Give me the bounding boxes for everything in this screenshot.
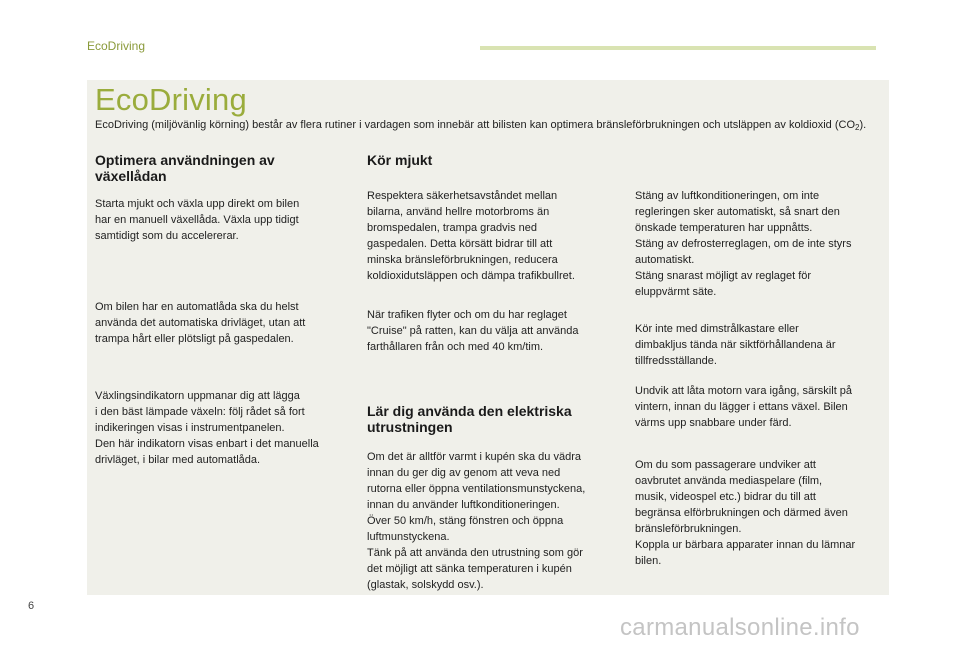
page-number: 6: [28, 600, 35, 612]
paragraph-media-players: Om du som passagerare undviker att oavbrutet använda mediaspelare (film, musik, videospel etc.) bidrar du till att begränsa elförbrukningen och därmed även bränsleförbrukningen. Koppla ur bärbara apparater innan du lämnar bilen.: [635, 459, 856, 567]
paragraph-automatic-gearbox: Om bilen har en automatlåda ska du helst använda det automatiska drivläget, utan att trampa hårt eller plötsligt på gaspedalen.: [95, 301, 306, 345]
paragraph-cruise-control: När trafiken flyter och om du har reglaget "Cruise" på ratten, kan du välja att använda farthållaren från och med 40 km/tim.: [367, 309, 579, 353]
heading-electrical-equipment: Lär dig använda den elektriska utrustningen: [367, 403, 572, 435]
intro-text-end: ).: [859, 119, 867, 131]
paragraph-manual-gearbox: Starta mjukt och växla upp direkt om bilen har en manuell växellåda. Växla upp tidigt samtidigt som du accelererar.: [95, 198, 300, 242]
watermark: carmanualsonline.info: [620, 614, 860, 641]
header-divider-bar: [480, 46, 876, 50]
paragraph-fog-lamps: Kör inte med dimstrålkastare eller dimbakljus tända när siktförhållandena är tillfredsställande.: [635, 323, 836, 367]
intro-paragraph: [95, 117, 875, 133]
intro-subscript: 2: [855, 123, 860, 132]
paragraph-air-conditioning: Stäng av luftkonditioneringen, om inte regleringen sker automatiskt, så snart den önskade temperaturen har uppnåtts. Stäng av defrosterreglagen, om de inte styrs automatiskt. Stäng snarast möjligt av reglaget för eluppvärmt säte.: [635, 190, 852, 298]
paragraph-ventilation: Om det är alltför varmt i kupén ska du vädra innan du ger dig av genom att veva ned rutorna eller öppna ventilationsmunstyckena, innan du använder luftkonditioneringen. Över 50 km/h, stäng fönstren och öppna luftmunstyckena. Tänk på att använda den utrustning som gör det möjligt att sänka temperaturen i kupén (glastak, solskydd osv.).: [367, 451, 586, 591]
page-title: EcoDriving: [95, 82, 247, 117]
heading-gearbox: Optimera användningen av växellådan: [95, 152, 275, 184]
heading-drive-smoothly: Kör mjukt: [367, 152, 433, 168]
running-header: EcoDriving: [87, 39, 146, 53]
paragraph-engine-idle: Undvik att låta motorn vara igång, särskilt på vintern, innan du lägger i ettans växel. Bilen värms upp snabbare under färd.: [635, 385, 853, 429]
paragraph-safety-distance: Respektera säkerhetsavståndet mellan bilarna, använd hellre motorbroms än bromspedalen, trampa gradvis ned gaspedalen. Detta körsätt bidrar till att minska bränsleförbrukningen, reducera koldioxidutsläppen och dämpa trafikbullret.: [367, 190, 575, 282]
intro-text: EcoDriving (miljövänlig körning) består av flera rutiner i vardagen som innebär att bilisten kan optimera bränsleförbrukningen och utsläppen av koldioxid (CO: [95, 119, 855, 131]
paragraph-gear-indicator: Växlingsindikatorn uppmanar dig att lägga i den bäst lämpade växeln: följ rådet så fort indikeringen visas i instrumentpanelen. Den här indikatorn visas enbart i det manuella drivläget, i bilar med automatlåda.: [95, 390, 319, 466]
